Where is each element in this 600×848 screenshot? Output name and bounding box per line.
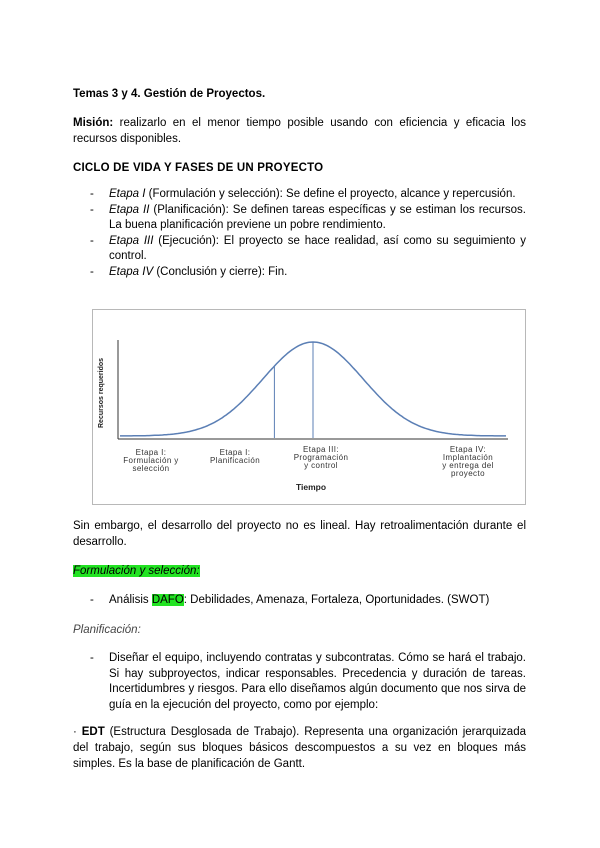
dafo-item: - Análisis DAFO: Debilidades, Amenaza, Fortaleza, Oportunidades. (SWOT): [90, 594, 490, 606]
lifecycle-figure: [92, 309, 526, 505]
x-axis-label: Tiempo: [295, 482, 327, 492]
stage-label: Etapa III:: [302, 445, 340, 454]
edt-text: (Estructura Desglosada de Trabajo). Representa una organización jerarquizada del trabajo, según sus bloques básicos descompuestos a su vez en bloques más simples. Es la base de planificación de Gantt.: [73, 726, 526, 770]
stage-label: Programación: [293, 453, 349, 462]
formulation-heading: [73, 565, 200, 577]
planning-text: Diseñar el equipo, incluyendo contratas y subcontratas. Cómo se hará el trabajo. Si hay subproyectos, indicar responsables. Precedencia y duración de tareas. Incertidumbres y riesgos. Para ello diseñamos algún documento que nos sirva de guía en la ejecución del proyecto, como por ejemplo:: [109, 652, 526, 711]
edt-label: EDT: [81, 726, 105, 738]
lifecycle-chart: [93, 310, 525, 504]
stage-label: y entrega del: [442, 461, 494, 470]
dafo-pre: Análisis: [109, 594, 152, 606]
edt-paragraph: [73, 724, 526, 772]
ciclo-heading: CICLO DE VIDA Y FASES DE UN PROYECTO: [73, 162, 324, 174]
stage-name: Etapa IV: [109, 265, 154, 278]
stage-list: [90, 187, 527, 281]
stage-label: Etapa IV:: [449, 445, 487, 454]
stage-label: selección: [132, 464, 170, 473]
planning-list: [90, 651, 526, 713]
mision-label: Misión:: [73, 117, 114, 129]
y-axis-label: Recursos requeridos: [98, 357, 105, 428]
stage-text: (Conclusión y cierre): Fin.: [153, 265, 288, 278]
mision-paragraph: [73, 115, 526, 147]
stage-label: proyecto: [451, 469, 485, 478]
list-item: - Etapa IV (Conclusión y cierre): Fin.: [90, 265, 288, 278]
stage-label: Formulación y: [123, 456, 179, 465]
stage-label: Planificación: [209, 456, 261, 465]
stage-name: Etapa III: [109, 234, 154, 247]
stage-label: y control: [304, 461, 338, 470]
list-item: - Etapa I (Formulación y selección): Se define el proyecto, alcance y repercusión.: [90, 188, 516, 200]
dafo-post: : Debilidades, Amenaza, Fortaleza, Oportunidades. (SWOT): [183, 594, 490, 606]
list-item: - Diseñar el equipo, incluyendo contratas y subcontratas. Cómo se hará el trabajo. Si hay subproyectos, indicar responsables. Precedencia y duración de tareas. Incertidumbres y riesgos. Para ello diseñamos algún documento que nos sirva de guía en la ejecución del proyecto, como por ejemplo:: [90, 652, 526, 711]
list-item: - Etapa III (Ejecución): El proyecto se hace realidad, así como su seguimiento y control.: [90, 234, 526, 263]
mision-text: realizarlo en el menor tiempo posible usando con eficiencia y eficacia los recursos disponibles.: [73, 117, 526, 145]
dafo-highlight: DAFO: [151, 594, 184, 606]
stage-name: Etapa I: [109, 188, 146, 200]
stage-text: (Planificación): Se definen tareas específicas y se estiman los recursos. La buena planificación previene un pobre rendimiento.: [109, 203, 527, 232]
stage-text: (Formulación y selección): Se define el proyecto, alcance y repercusión.: [145, 188, 516, 200]
formulation-heading-text: Formulación y selección:: [73, 565, 200, 577]
stage-label: Implantación: [442, 453, 494, 462]
nonlinear-paragraph: Sin embargo, el desarrollo del proyecto no es lineal. Hay retroalimentación durante el desarrollo.: [73, 520, 526, 548]
stage-name: Etapa II: [109, 203, 150, 216]
planning-heading: Planificación:: [73, 624, 141, 636]
list-item: - Etapa II (Planificación): Se definen tareas específicas y se estiman los recursos. La buena planificación previene un pobre rendimiento.: [90, 203, 527, 232]
stage-text: (Ejecución): El proyecto se hace realidad, así como su seguimiento y control.: [109, 234, 526, 263]
edt-bullet: ·: [73, 726, 82, 738]
page-title: Temas 3 y 4. Gestión de Proyectos.: [73, 88, 266, 100]
stage-label: Etapa I:: [219, 448, 251, 457]
stage-label: Etapa I:: [135, 448, 167, 457]
